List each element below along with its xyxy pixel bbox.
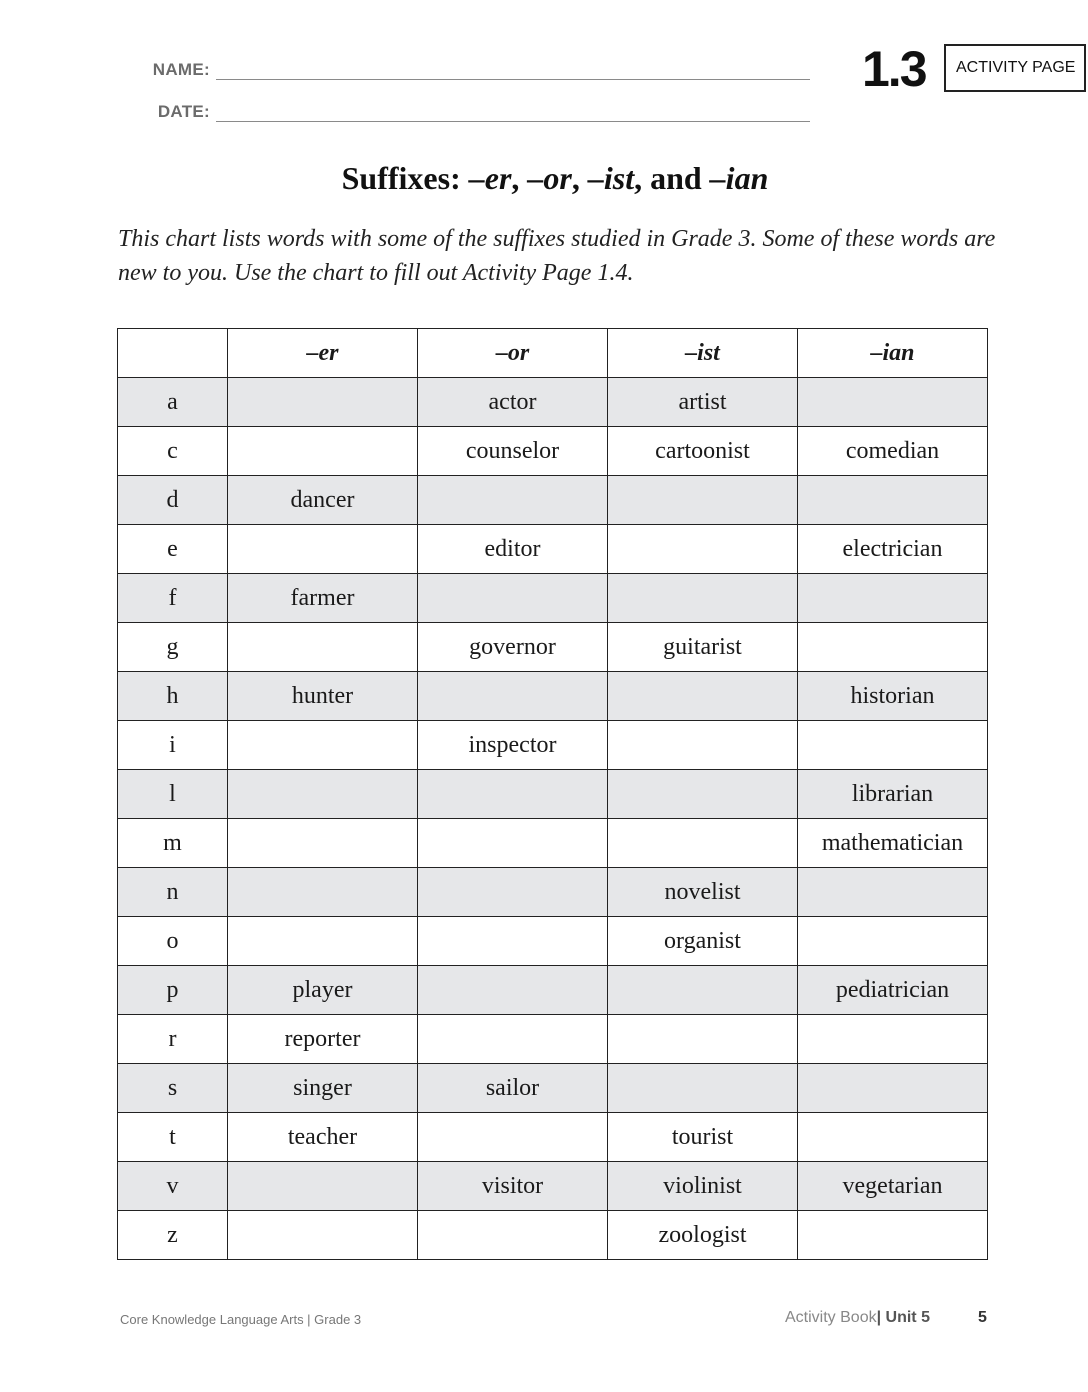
word-cell: sailor <box>418 1064 608 1113</box>
letter-cell: n <box>118 868 228 917</box>
table-row <box>118 1211 988 1260</box>
table-row <box>118 917 988 966</box>
word-cell <box>418 574 608 623</box>
footer-book-title: Activity Book <box>785 1309 877 1326</box>
footer-book <box>785 1309 930 1327</box>
word-cell: cartoonist <box>608 427 798 476</box>
letter-cell: h <box>118 672 228 721</box>
word-cell <box>418 770 608 819</box>
title-suffix-ian: –ian <box>709 160 769 196</box>
word-cell: mathematician <box>798 819 988 868</box>
footer-page-number: 5 <box>978 1309 987 1326</box>
word-cell <box>228 721 418 770</box>
word-cell <box>798 868 988 917</box>
letter-cell: p <box>118 966 228 1015</box>
word-cell: pediatrician <box>798 966 988 1015</box>
word-cell <box>798 574 988 623</box>
table-row <box>118 1113 988 1162</box>
letter-cell: m <box>118 819 228 868</box>
activity-page-label: ACTIVITY PAGE <box>956 59 1076 76</box>
word-cell <box>608 1064 798 1113</box>
letter-cell: s <box>118 1064 228 1113</box>
word-cell: teacher <box>228 1113 418 1162</box>
word-cell: novelist <box>608 868 798 917</box>
word-cell <box>608 672 798 721</box>
word-cell <box>798 378 988 427</box>
letter-cell: i <box>118 721 228 770</box>
name-label: NAME: <box>152 60 210 79</box>
word-cell <box>418 1113 608 1162</box>
word-cell: tourist <box>608 1113 798 1162</box>
word-cell <box>608 476 798 525</box>
word-cell <box>228 1162 418 1211</box>
word-cell <box>228 770 418 819</box>
word-cell <box>608 819 798 868</box>
table-row <box>118 1162 988 1211</box>
table-row <box>118 525 988 574</box>
letter-cell: l <box>118 770 228 819</box>
word-cell <box>798 1064 988 1113</box>
header-suffix-cell: –er <box>228 329 418 378</box>
word-cell <box>798 623 988 672</box>
word-cell <box>418 1211 608 1260</box>
footer-series: Core Knowledge Language Arts | Grade 3 <box>120 1312 362 1327</box>
page-title <box>0 160 1088 197</box>
table-row <box>118 770 988 819</box>
word-cell <box>418 819 608 868</box>
header-suffix-cell: –or <box>418 329 608 378</box>
letter-cell: f <box>118 574 228 623</box>
word-cell <box>228 1211 418 1260</box>
date-label: DATE: <box>157 102 210 121</box>
word-cell: librarian <box>798 770 988 819</box>
word-cell: artist <box>608 378 798 427</box>
word-cell: visitor <box>418 1162 608 1211</box>
word-cell: player <box>228 966 418 1015</box>
header-suffix-cell: –ian <box>798 329 988 378</box>
word-cell: organist <box>608 917 798 966</box>
table-row <box>118 672 988 721</box>
table-row <box>118 378 988 427</box>
word-cell <box>228 819 418 868</box>
word-cell: singer <box>228 1064 418 1113</box>
header-letter-cell <box>118 329 228 378</box>
table-row <box>118 1064 988 1113</box>
word-cell <box>418 917 608 966</box>
letter-cell: t <box>118 1113 228 1162</box>
word-cell: dancer <box>228 476 418 525</box>
letter-cell: a <box>118 378 228 427</box>
word-cell <box>608 525 798 574</box>
word-cell: zoologist <box>608 1211 798 1260</box>
word-cell <box>228 525 418 574</box>
date-line[interactable] <box>216 105 810 122</box>
word-cell <box>798 721 988 770</box>
word-cell <box>608 574 798 623</box>
letter-cell: r <box>118 1015 228 1064</box>
letter-cell: c <box>118 427 228 476</box>
header-suffix-cell: –ist <box>608 329 798 378</box>
title-suffix-er: –er <box>468 160 512 196</box>
date-field-row <box>120 102 810 122</box>
letter-cell: e <box>118 525 228 574</box>
word-cell <box>418 672 608 721</box>
word-cell <box>608 721 798 770</box>
table-row <box>118 966 988 1015</box>
word-cell <box>418 1015 608 1064</box>
word-cell <box>228 378 418 427</box>
word-cell <box>798 1113 988 1162</box>
name-field-row <box>120 60 810 80</box>
word-cell <box>418 868 608 917</box>
word-cell <box>608 1015 798 1064</box>
letter-cell: o <box>118 917 228 966</box>
word-cell <box>418 966 608 1015</box>
title-suffix-ist: –ist <box>587 160 635 196</box>
title-suffix-or: –or <box>527 160 572 196</box>
word-cell: guitarist <box>608 623 798 672</box>
word-cell <box>228 427 418 476</box>
footer-unit: | Unit 5 <box>876 1309 930 1326</box>
suffix-table <box>117 328 988 1260</box>
table-row <box>118 623 988 672</box>
letter-cell: v <box>118 1162 228 1211</box>
intro-text: This chart lists words with some of the suffixes studied in Grade 3. Some of these words are new to you. Use the chart to fill out Activity Page 1.4. <box>118 226 996 286</box>
word-cell <box>798 1015 988 1064</box>
table-row <box>118 427 988 476</box>
word-cell: comedian <box>798 427 988 476</box>
activity-page-badge <box>944 44 1086 92</box>
table-header-row <box>118 329 988 378</box>
word-cell <box>228 623 418 672</box>
table-row <box>118 1015 988 1064</box>
word-cell: counselor <box>418 427 608 476</box>
word-cell: vegetarian <box>798 1162 988 1211</box>
word-cell: historian <box>798 672 988 721</box>
table-body <box>118 378 988 1260</box>
letter-cell: g <box>118 623 228 672</box>
word-cell: hunter <box>228 672 418 721</box>
activity-number: 1.3 <box>862 41 926 97</box>
table-row <box>118 574 988 623</box>
table-row <box>118 476 988 525</box>
word-cell: violinist <box>608 1162 798 1211</box>
name-line[interactable] <box>216 63 810 80</box>
word-cell <box>608 966 798 1015</box>
word-cell <box>608 770 798 819</box>
letter-cell: d <box>118 476 228 525</box>
word-cell <box>798 476 988 525</box>
word-cell <box>798 917 988 966</box>
word-cell: editor <box>418 525 608 574</box>
title-prefix: Suffixes: <box>341 160 469 196</box>
table-row <box>118 721 988 770</box>
word-cell: reporter <box>228 1015 418 1064</box>
table-row <box>118 868 988 917</box>
word-cell: actor <box>418 378 608 427</box>
word-cell: governor <box>418 623 608 672</box>
word-cell <box>228 917 418 966</box>
title-sep-2: , <box>571 160 588 196</box>
letter-cell: z <box>118 1211 228 1260</box>
word-cell: inspector <box>418 721 608 770</box>
table-row <box>118 819 988 868</box>
word-cell: electrician <box>798 525 988 574</box>
word-cell <box>228 868 418 917</box>
word-cell <box>418 476 608 525</box>
table-head <box>118 329 988 378</box>
word-cell <box>798 1211 988 1260</box>
word-cell: farmer <box>228 574 418 623</box>
title-sep-1: , <box>511 160 528 196</box>
title-sep-3: , and <box>634 160 710 196</box>
